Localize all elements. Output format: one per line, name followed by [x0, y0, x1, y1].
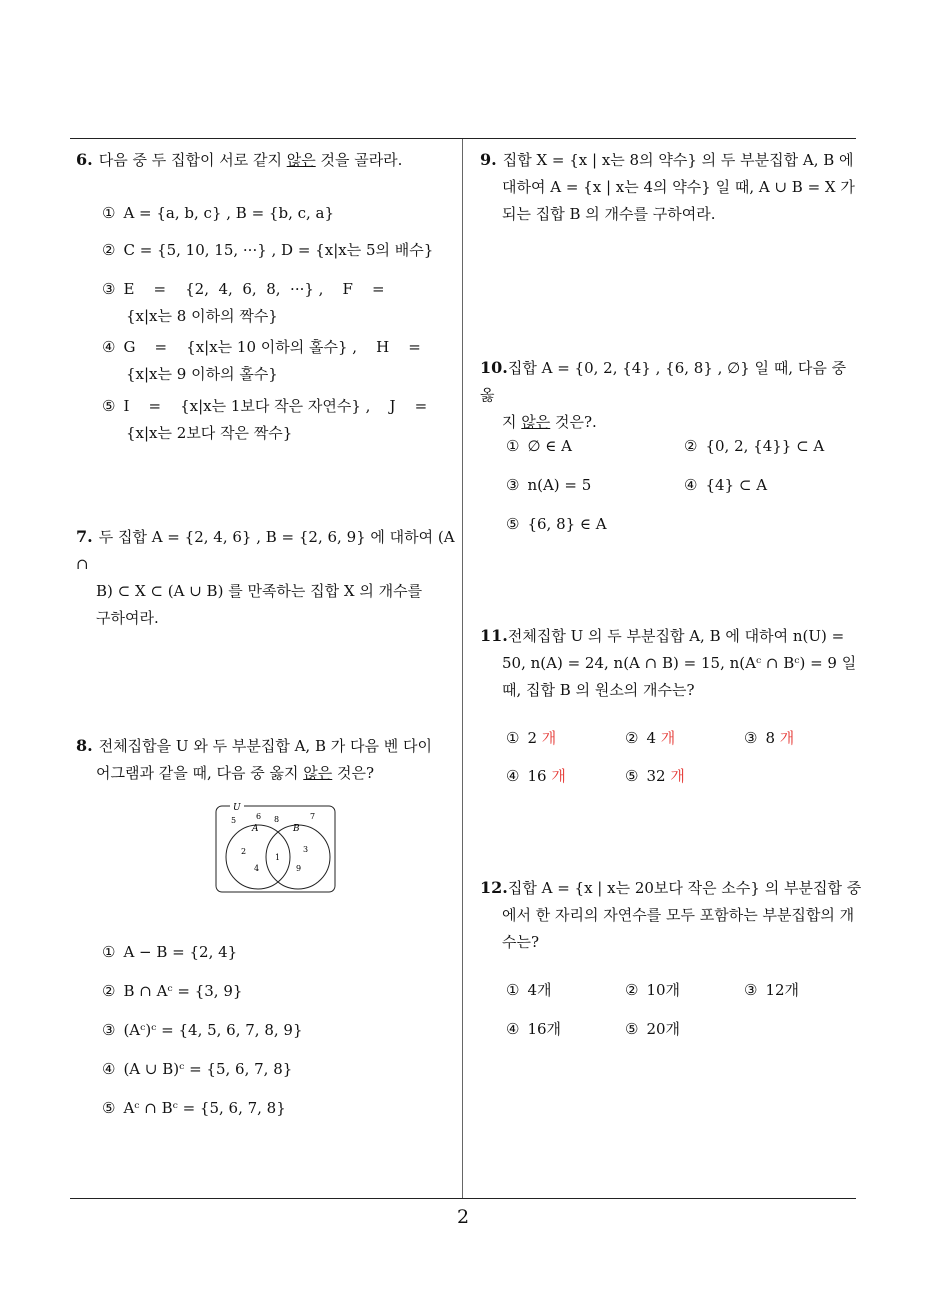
question-12: 12.집합 A = {x | x는 20보다 작은 소수} 의 부분집합 중 에서 한 자리의 자연수를 모두 포함하는 부분집합의 개 수는?	[480, 878, 862, 951]
page-number: 2	[456, 1206, 470, 1228]
venn-outside-element: 7	[310, 812, 316, 821]
venn-b-only-element: 9	[296, 864, 302, 873]
venn-a-only-element: 4	[254, 864, 260, 873]
q12-choice-4[interactable]: ④ 16개	[506, 1020, 562, 1038]
venn-set-a-label: A	[252, 824, 259, 834]
q11-choice-4[interactable]: ④ 16 개	[506, 767, 566, 785]
q10-choice-3[interactable]: ③ n(A) = 5	[506, 476, 592, 494]
q10-choice-5[interactable]: ⑤ {6, 8} ∈ A	[506, 515, 607, 533]
venn-a-only-element: 2	[241, 847, 247, 856]
question-number: 6.	[76, 150, 93, 169]
question-7: 7. 두 집합 A = {2, 4, 6} , B = {2, 6, 9} 에 대하여 (A ∩ B) ⊂ X ⊂ (A ∪ B) 를 만족하는 집합 X 의 개수를 구하여라.	[76, 527, 455, 627]
question-text: 다음 중 두 집합이 서로 같지 않은 것을 골라라.	[98, 151, 403, 169]
venn-set-a-circle	[226, 825, 290, 889]
question-6	[76, 146, 456, 174]
question-number: 11.	[480, 626, 508, 645]
q8-choice-2[interactable]: ② B ∩ Aᶜ = {3, 9}	[102, 982, 243, 1000]
question-10: 10.집합 A = {0, 2, {4} , {6, 8} , ∅} 일 때, 다음 중 옳 지 않은 것은?.	[480, 358, 847, 431]
question-number: 9.	[480, 150, 497, 169]
question-number: 10.	[480, 358, 508, 377]
q12-choice-3[interactable]: ③ 12개	[744, 981, 800, 999]
venn-b-only-element: 3	[303, 845, 309, 854]
venn-outside-element: 6	[256, 812, 262, 821]
column-divider	[462, 139, 463, 1199]
question-number: 8.	[76, 736, 93, 755]
q11-choice-5[interactable]: ⑤ 32 개	[625, 767, 685, 785]
q11-choice-2[interactable]: ② 4 개	[625, 729, 676, 747]
venn-diagram	[214, 802, 338, 896]
q8-choice-1[interactable]: ① A − B = {2, 4}	[102, 943, 238, 961]
bottom-rule	[70, 1198, 856, 1199]
q6-choice-2[interactable]: ② C = {5, 10, 15, ···} , D = {x|x는 5의 배수}	[102, 241, 434, 259]
q12-choice-5[interactable]: ⑤ 20개	[625, 1020, 681, 1038]
q11-choice-1[interactable]: ① 2 개	[506, 729, 557, 747]
question-11: 11.전체집합 U 의 두 부분집합 A, B 에 대하여 n(U) = 50, n(A) = 24, n(A ∩ B) = 15, n(Aᶜ ∩ Bᶜ) = 9 일 때, 집합 B 의 원소의 개수는?	[480, 626, 857, 699]
underlined-word: 않은	[286, 151, 316, 169]
q8-choice-5[interactable]: ⑤ Aᶜ ∩ Bᶜ = {5, 6, 7, 8}	[102, 1099, 286, 1117]
q6-choice-1[interactable]: ① A = {a, b, c} , B = {b, c, a}	[102, 204, 335, 222]
q12-choice-1[interactable]: ① 4개	[506, 981, 552, 999]
venn-universe-label: U	[233, 803, 241, 813]
venn-outside-element: 8	[274, 815, 280, 824]
question-9: 9. 집합 X = {x | x는 8의 약수} 의 두 부분집합 A, B 에 대하여 A = {x | x는 4의 약수} 일 때, A ∪ B = X 가 되는 집합 B 의 개수를 구하여라.	[480, 150, 855, 223]
question-number: 7.	[76, 527, 93, 546]
top-rule	[70, 138, 856, 139]
venn-intersection-element: 1	[275, 853, 281, 862]
q11-choice-3[interactable]: ③ 8 개	[744, 729, 795, 747]
underlined-word: 않은	[521, 413, 551, 431]
q8-choice-4[interactable]: ④ (A ∪ B)ᶜ = {5, 6, 7, 8}	[102, 1060, 293, 1078]
q8-choice-3[interactable]: ③ (Aᶜ)ᶜ = {4, 5, 6, 7, 8, 9}	[102, 1021, 303, 1039]
venn-set-b-label: B	[293, 824, 300, 834]
question-8: 8. 전체집합을 U 와 두 부분집합 A, B 가 다음 벤 다이 어그램과 같을 때, 다음 중 옳지 않은 것은?	[76, 736, 432, 782]
venn-outside-element: 5	[231, 816, 237, 825]
q12-choice-2[interactable]: ② 10개	[625, 981, 681, 999]
q10-choice-2[interactable]: ② {0, 2, {4}} ⊂ A	[684, 437, 825, 455]
q6-choice-5[interactable]: ⑤ I = {x|x는 1보다 작은 자연수} , J = {x|x는 2보다 작은 짝수}	[102, 397, 428, 442]
q6-choice-4[interactable]: ④ G = {x|x는 10 이하의 홀수} , H = {x|x는 9 이하의 홀수}	[102, 338, 421, 383]
q10-choice-1[interactable]: ① ∅ ∈ A	[506, 437, 572, 455]
q6-choice-3[interactable]: ③ E = {2, 4, 6, 8, ···} , F = {x|x는 8 이하의 짝수}	[102, 280, 385, 325]
q10-choice-4[interactable]: ④ {4} ⊂ A	[684, 476, 768, 494]
question-number: 12.	[480, 878, 508, 897]
underlined-word: 않은	[303, 764, 333, 782]
